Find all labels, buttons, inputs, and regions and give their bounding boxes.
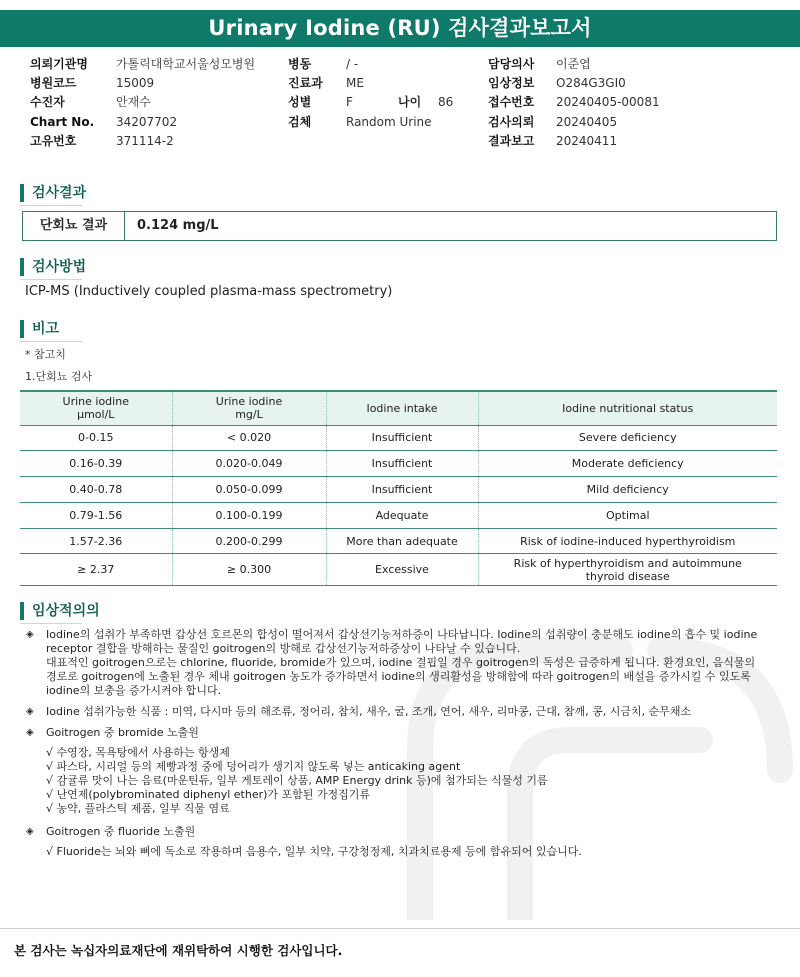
table-row <box>20 477 777 503</box>
info-value: 가톨릭대학교서울성모병원 <box>116 57 256 71</box>
info-column-2 <box>288 55 478 132</box>
info-value: 안재수 <box>116 95 151 109</box>
text-line: 대표적인 goitrogen으로는 chlorine, fluoride, bromide가 있으며, iodine 결핍일 경우 goitrogen의 독성은 급증하게 됩니다. 환경요인, 음식물의 <box>46 656 756 669</box>
info-value: O284G3GI0 <box>556 76 626 90</box>
info-column-3 <box>488 55 788 151</box>
section-heading-result <box>20 184 86 202</box>
footer-note: 본 검사는 녹십자의료재단에 재위탁하여 시행한 검사입니다. <box>14 943 343 958</box>
info-row-requesting-institution <box>30 55 290 74</box>
table-cell: Insufficient <box>326 477 478 503</box>
section-underline <box>20 341 82 342</box>
info-row-clinical-info <box>488 74 788 93</box>
info-row-report-date <box>488 132 788 151</box>
table-cell: Adequate <box>326 502 478 528</box>
section-heading-method <box>20 258 86 276</box>
info-label: 고유번호 <box>30 134 77 148</box>
footer-divider <box>0 928 800 929</box>
list-item: √ 수영장, 목욕탕에서 사용하는 항생제 <box>46 746 230 759</box>
section-heading-text: 검사방법 <box>32 259 87 275</box>
text-line: Goitrogen 중 fluoride 노출원 <box>46 825 196 838</box>
table-cell: Mild deficiency <box>478 477 777 503</box>
reference-subtitle: 1.단회뇨 검사 <box>25 370 93 383</box>
table-cell: Risk of hyperthyroidism and autoimmune thyroid disease <box>478 554 777 586</box>
info-value: 20240411 <box>556 134 618 148</box>
info-label: 담당의사 <box>488 57 535 71</box>
info-row-request-date <box>488 113 788 132</box>
info-value: 15009 <box>116 76 155 90</box>
table-cell: 0.050-0.099 <box>172 477 326 503</box>
info-row-sex-age <box>288 93 478 112</box>
info-label: 검사의뢰 <box>488 115 535 129</box>
section-underline <box>20 623 82 624</box>
info-value: 이준엽 <box>556 57 591 71</box>
info-label: 의뢰기관명 <box>30 57 88 71</box>
info-label: 접수번호 <box>488 95 535 109</box>
clinical-paragraph <box>26 726 778 740</box>
info-column-1 <box>30 55 290 151</box>
info-value: 20240405-00081 <box>556 95 660 109</box>
table-row <box>20 425 777 451</box>
bromide-sources-list <box>26 746 778 816</box>
table-cell: Insufficient <box>326 451 478 477</box>
reference-table <box>20 390 777 586</box>
info-value: 34207702 <box>116 115 178 129</box>
section-heading-clinical <box>20 602 100 620</box>
table-row <box>20 528 777 554</box>
col-header-status: Iodine nutritional status <box>478 391 777 425</box>
table-cell: ≥ 0.300 <box>172 554 326 586</box>
diamond-bullet-icon: ◈ <box>26 826 34 837</box>
info-row-receipt-number <box>488 93 788 112</box>
table-cell: ≥ 2.37 <box>20 554 172 586</box>
info-label: 병원코드 <box>30 76 77 90</box>
table-cell: Risk of iodine-induced hyperthyroidism <box>478 528 777 554</box>
table-cell: Excessive <box>326 554 478 586</box>
table-cell: 0.200-0.299 <box>172 528 326 554</box>
info-label: 진료과 <box>288 76 323 90</box>
section-underline <box>20 205 82 206</box>
info-label: 임상정보 <box>488 76 535 90</box>
table-row <box>20 451 777 477</box>
text-line: Iodine 섭취가능한 식품 : 미역, 다시마 등의 해조류, 정어리, 참치, 새우, 굴, 조개, 연어, 새우, 리마콩, 근대, 참깨, 콩, 시금치, 순무채소 <box>46 705 692 718</box>
info-label: 검체 <box>288 115 312 129</box>
table-cell: 0.100-0.199 <box>172 502 326 528</box>
text-line: receptor 결합을 방해하는 물질인 goitrogen의 방해로 갑상선기능저하증상이 나타날 수 있습니다. <box>46 642 521 655</box>
info-row-ward <box>288 55 478 74</box>
info-value: 371114-2 <box>116 134 174 148</box>
info-label: 결과보고 <box>488 134 535 148</box>
info-row-chart-no <box>30 113 290 132</box>
table-cell: Severe deficiency <box>478 425 777 451</box>
info-row-specimen <box>288 113 478 132</box>
info-value: ME <box>346 76 364 90</box>
text-line: 경로로 goitrogen에 노출된 경우 체내 goitrogen 농도가 증가하면서 iodine의 생리활성을 방해함에 따라 goitrogen의 배설을 증가시킬 수 있도록 <box>46 670 751 683</box>
info-label: Chart No. <box>30 115 95 129</box>
table-row <box>20 502 777 528</box>
table-cell: 0.40-0.78 <box>20 477 172 503</box>
report-title: Urinary Iodine (RU) 검사결과보고서 <box>0 10 800 47</box>
result-value: 0.124 mg/L <box>137 218 219 233</box>
table-cell: 0.16-0.39 <box>20 451 172 477</box>
info-value: / - <box>346 57 359 71</box>
info-row-hospital-code <box>30 74 290 93</box>
diamond-bullet-icon: ◈ <box>26 727 34 738</box>
table-cell: Moderate deficiency <box>478 451 777 477</box>
col-header-umol: Urine iodine μmol/L <box>20 391 172 425</box>
table-cell: 0.020-0.049 <box>172 451 326 477</box>
info-value: F <box>346 95 353 109</box>
fluoride-sources-list <box>26 845 778 859</box>
list-item: √ Fluoride는 뇌와 뼈에 독소로 작용하며 음용수, 일부 치약, 구강청정제, 치과치료용제 등에 함유되어 있습니다. <box>46 845 582 858</box>
info-label: 수진자 <box>30 95 65 109</box>
info-row-unique-number <box>30 132 290 151</box>
method-text: ICP-MS (Inductively coupled plasma-mass spectrometry) <box>25 284 393 299</box>
section-heading-remarks <box>20 320 59 338</box>
table-cell: Optimal <box>478 502 777 528</box>
info-row-department <box>288 74 478 93</box>
text-line: Goitrogen 중 bromide 노출원 <box>46 726 199 739</box>
diamond-bullet-icon: ◈ <box>26 629 34 640</box>
section-heading-text: 검사결과 <box>32 185 87 201</box>
text-line: iodine의 보충을 증가시켜야 합니다. <box>46 684 222 697</box>
list-item: √ 난연제(polybrominated diphenyl ether)가 포함된 가정집기류 <box>46 788 371 801</box>
info-label: 병동 <box>288 57 312 71</box>
clinical-paragraph <box>26 628 778 698</box>
clinical-paragraph <box>26 825 778 839</box>
text-line: Iodine의 섭취가 부족하면 갑상선 호르몬의 합성이 떨어져서 갑상선기능저하증이 나타납니다. Iodine의 섭취량이 충분해도 iodine의 흡수 및 iodine <box>46 628 758 641</box>
info-label: 성별 <box>288 95 312 109</box>
age-label: 나이 <box>398 95 422 109</box>
result-label: 단회뇨 결과 <box>23 212 125 240</box>
table-cell: Insufficient <box>326 425 478 451</box>
clinical-paragraph <box>26 705 778 719</box>
table-cell: 1.57-2.36 <box>20 528 172 554</box>
reference-table-header <box>20 391 777 425</box>
section-heading-text: 임상적의의 <box>32 603 100 619</box>
section-underline <box>20 279 82 280</box>
info-row-physician <box>488 55 788 74</box>
age-value: 86 <box>438 95 454 109</box>
table-cell: < 0.020 <box>172 425 326 451</box>
col-header-mgl: Urine iodine mg/L <box>172 391 326 425</box>
diamond-bullet-icon: ◈ <box>26 706 34 717</box>
list-item: √ 파스타, 시리얼 등의 제빵과정 중에 덩어리가 생기지 않도록 넣는 anticaking agent <box>46 760 461 773</box>
section-heading-text: 비고 <box>32 321 60 337</box>
table-cell: 0-0.15 <box>20 425 172 451</box>
col-header-intake: Iodine intake <box>326 391 478 425</box>
info-value: Random Urine <box>346 115 432 129</box>
list-item: √ 농약, 플라스틱 제품, 일부 직물 염료 <box>46 802 230 815</box>
clinical-significance <box>26 628 778 859</box>
result-box <box>22 211 777 241</box>
info-value: 20240405 <box>556 115 618 129</box>
list-item: √ 감귤류 맛이 나는 음료(마운틴듀, 일부 게토레이 상품, AMP Energy drink 등)에 첨가되는 식물성 기름 <box>46 774 548 787</box>
info-row-patient <box>30 93 290 112</box>
reference-title: * 참고치 <box>25 348 66 361</box>
table-cell: More than adequate <box>326 528 478 554</box>
table-row <box>20 554 777 586</box>
table-cell: 0.79-1.56 <box>20 502 172 528</box>
